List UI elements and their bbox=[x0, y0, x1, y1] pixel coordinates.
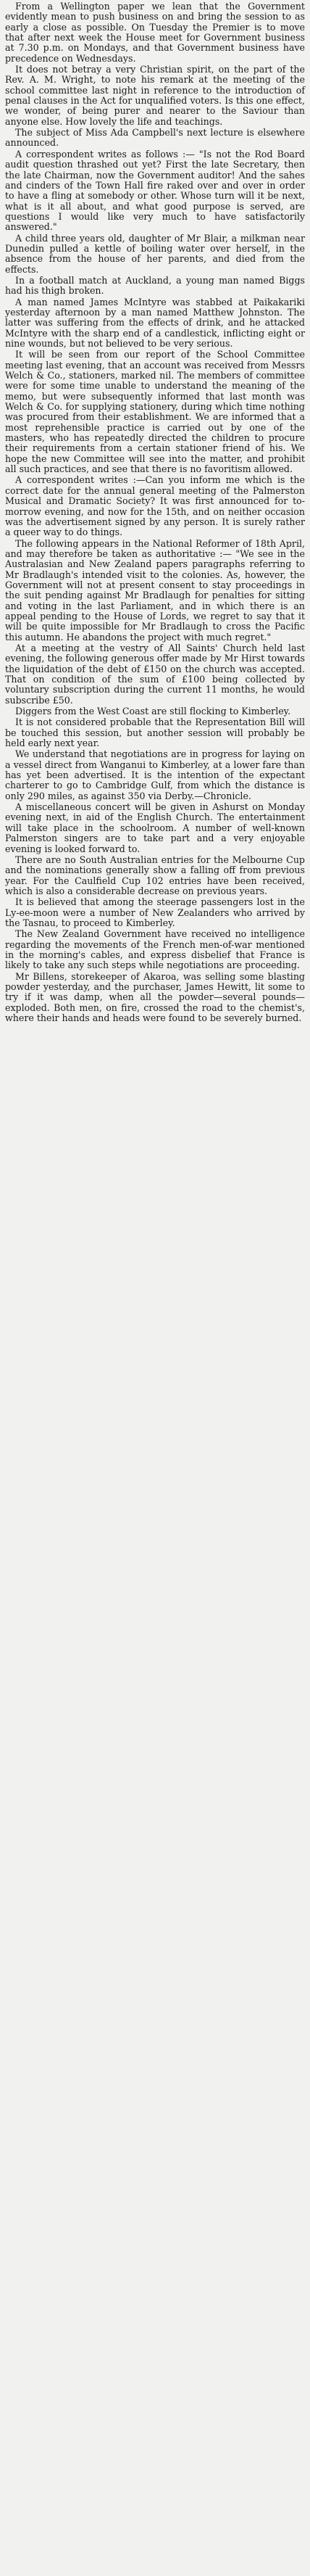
paragraph-wanganui-vessel: We understand that negotiations are in progress for laying on a vessel direct from Wanganui to Kimberley, at a lower fare than has yet been advertised. It is the intention of the expectant charterer to go to Cambridge Gulf, from which the distance is only 290 miles, as against 350 via Derby.—Chronicle. bbox=[5, 748, 305, 801]
paragraph-child-kettle: A child three years old, daughter of Mr Blair, a milkman near Dunedin pulled a kettle of boiling water over herself, in the absence from the house of her parents, and died from the effects. bbox=[5, 232, 305, 275]
paragraph-football-auckland: In a football match at Auckland, a young man named Biggs had his thigh broken. bbox=[5, 274, 305, 297]
paragraph-west-coast-diggers: Diggers from the West Coast are still flocking to Kimberley. bbox=[15, 706, 291, 717]
paragraph-akaroa-powder: Mr Billens, storekeeper of Akaroa, was selling some blasting powder yesterday, and the purchaser, James Hewitt, lit some to try if it was damp, when all the powder—several pounds—exploded. Both men, on fire, crossed the road to the chemist's, where their hands and heads were found to be severely burned. bbox=[5, 970, 305, 1023]
paragraph-all-saints-vestry: At a meeting at the vestry of All Saints' Church held last evening, the following generous offer made by Mr Hirst towards the liquidation of the debt of £150 on the church was accepted. That on condition of the sum of £100 being collected by voluntary subscription during the current 11 months, he would subscribe £50. bbox=[5, 642, 305, 706]
newspaper-column bbox=[5, 1, 305, 1023]
paragraph-ashurst-concert: A miscellaneous concert will be given in Ashurst on Monday evening next, in aid of the English Church. The entertainment will take place in the schoolroom. A number of well-known Palmerston singers are to take part and a very enjoyable evening is looked forward to. bbox=[5, 801, 305, 854]
paragraph-stabbing-paikakariki: A man named James McIntyre was stabbed at Paikakariki yesterday afternoon by a man named Matthew Johnston. The latter was suffering from the effects of drink, and he attacked McIntyre with the sharp end of a candlestick, inflicting eight or nine wounds, but not believed to be very serious. bbox=[5, 296, 305, 349]
paragraph-government-business: From a Wellington paper we lean that the Government evidently mean to push business on and bring the session to as early a close as possible. On Tuesday the Premier is to move that after next week the House meet for Government business at 7.30 p.m. on Mondays, and that Government business have precedence on Wednesdays. bbox=[5, 1, 305, 64]
paragraph-rev-wright: It does not betray a very Christian spirit, on the part of the Rev. A. M. Wright, to note his remark at the meeting of the school committee last night in reference to the introduction of penal clauses in the Act for unqualified voters. Is this one effect, we wonder, of being purer and nearer to the Saviour than anyone else. How lovely the life and teachings. bbox=[5, 64, 305, 127]
paragraph-ada-campbell-lecture: The subject of Miss Ada Campbell's next lecture is elsewhere announced. bbox=[5, 127, 305, 149]
paragraph-ly-ee-moon: It is believed that among the steerage passengers lost in the Ly-ee-moon were a number of New Zealanders who arrived by the Tasnau, to proceed to Kimberley. bbox=[5, 896, 305, 928]
paragraph-rod-board-audit: A correspondent writes as follows :— "Is not the Rod Board audit question thrashed out yet? First the late Secretary, then the late Chairman, now the Government auditor! And the sahes and cinders of the Town Hall fire raked over and over in order to have a fling at somebody or other. Whose turn will it be next, what is it all about, and what good purpose is served, are questions I would like very much to have satisfactorily answered." bbox=[5, 148, 305, 233]
paragraph-representation-bill: It is not considered probable that the Representation Bill will be touched this session, but another session will probably be held early next year. bbox=[5, 717, 305, 749]
paragraph-school-committee-stationers: It will be seen from our report of the School Committee meeting last evening, that an account was received from Messrs Welch & Co., stationers, marked nil. The members of committee were for some time unable to understand the meaning of the memo, but were subsequently informed that last month was Welch & Co. for supplying stationery, during which time nothing was procured from their establishment. We are informed that a most reprehensible practice is carried out by one of the masters, who has repeatedly directed the children to procure their requirements from a certain stationer friend of his. We hope the new Committee will see into the matter, and prohibit all such practices, and see that there is no favoritism allowed. bbox=[5, 349, 305, 475]
paragraph-musical-dramatic-society: A correspondent writes :—Can you inform me which is the correct date for the annual general meeting of the Palmerston Musical and Dramatic Society? It was first announced for to-morrow evening, and now for the 15th, and on neither occasion was the advertisement signed by any person. It is surely rather a queer way to do things. bbox=[5, 474, 305, 538]
paragraph-melbourne-cup: There are no South Australian entries for the Melbourne Cup and the nominations generally show a falling off from previous year. For the Caulfield Cup 102 entries have been received, which is also a considerable decrease on previous years. bbox=[5, 854, 305, 896]
paragraph-french-men-of-war: The New Zealand Government have received no intelligence regarding the movements of the French men-of-war mentioned in the morning's cables, and express disbelief that France is likely to take any such steps while negotiations are proceeding. bbox=[5, 928, 305, 971]
paragraph-bradlaugh-visit: The following appears in the National Reformer of 18th April, and may therefore be taken as authoritative :— "We see in the Australasian and New Zealand papers paragraphs referring to Mr Bradlaugh's intended visit to the colonies. As, however, the Government will not at present consent to stay proceedings in the suit pending against Mr Bradlaugh for penalties for sitting and voting in the last Parliament, and in which there is an appeal pending to the House of Lords, we regret to say that it will be quite impossible for Mr Bradlaugh to cross the Pacific this autumn. He abandons the project with much regret." bbox=[5, 537, 305, 643]
